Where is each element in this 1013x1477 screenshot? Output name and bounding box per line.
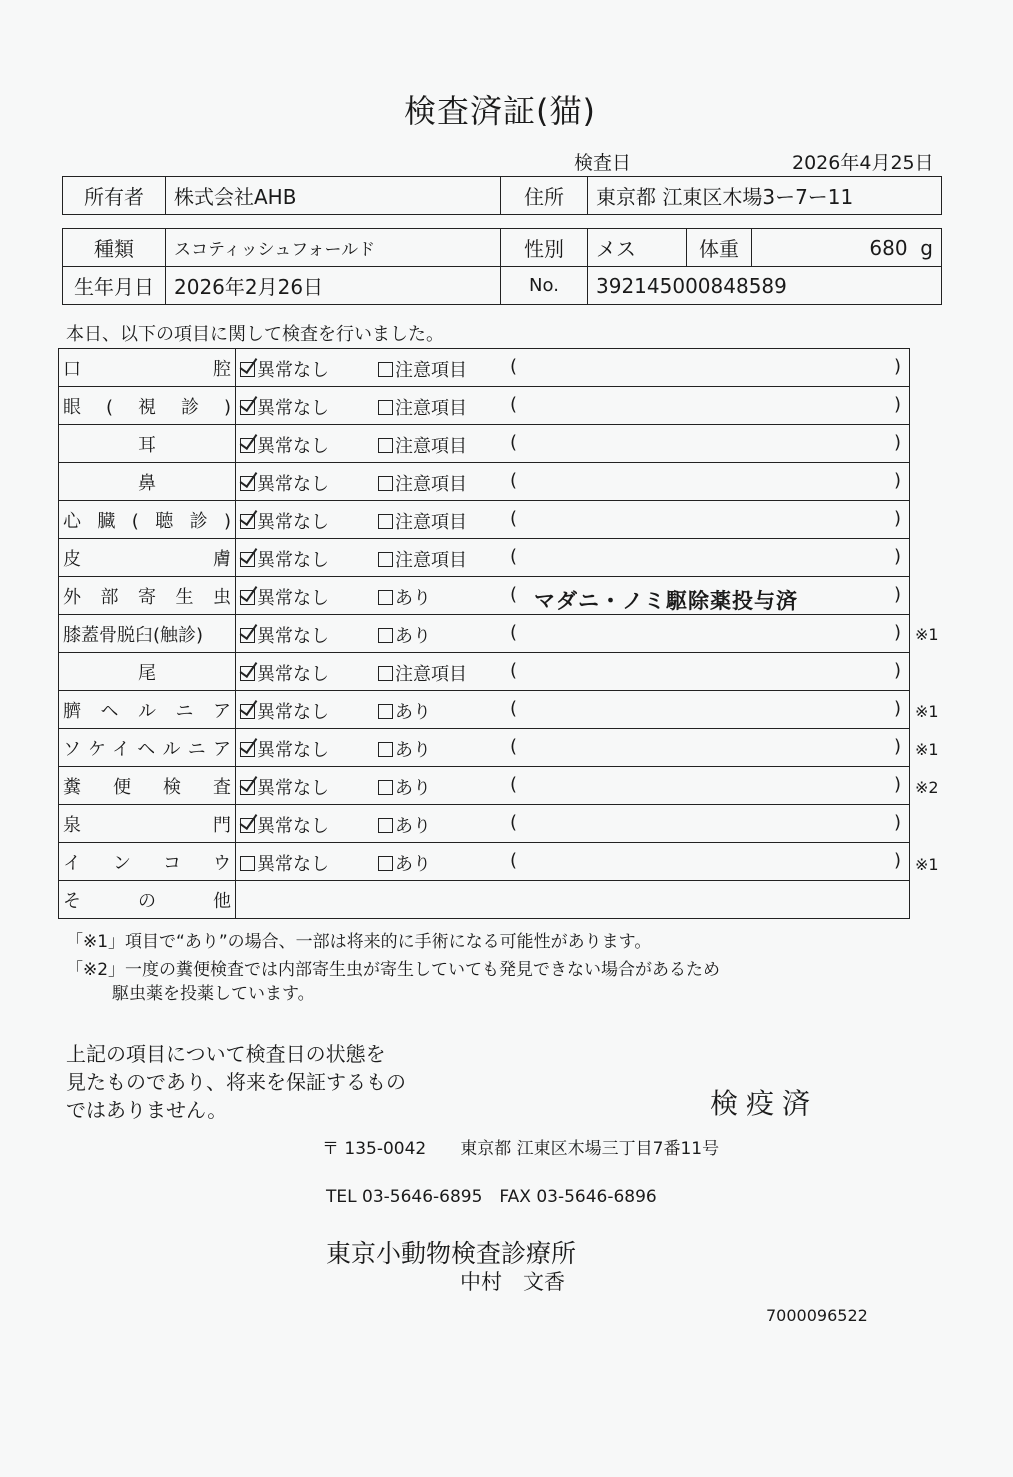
exam-item-label: 臍ヘルニア (63, 700, 231, 722)
exam-item-name (59, 577, 236, 615)
exam-item-name (59, 539, 236, 577)
normal-option-label: 異常なし (257, 854, 329, 875)
attention-checkbox[interactable] (378, 666, 393, 681)
attention-checkbox[interactable] (378, 438, 393, 453)
paren-close: ) (893, 812, 901, 833)
clinic-phone: TEL 03-5646-6895 FAX 03-5646-6896 (326, 1187, 657, 1207)
birth-value: 2026年2月26日 (166, 267, 501, 305)
attention-option[interactable] (378, 698, 431, 724)
paren-close: ) (893, 356, 901, 377)
normal-checkbox[interactable] (240, 818, 255, 833)
attention-checkbox[interactable] (378, 476, 393, 491)
attention-option-label: 注意項目 (395, 664, 467, 685)
exam-item-label: 心臓(聴診) (63, 510, 231, 532)
intro-text: 本日、以下の項目に関して検査を行いました。 (66, 324, 444, 345)
exam-remark: ※2 (915, 778, 939, 798)
serial-number: 7000096522 (766, 1306, 868, 1325)
attention-option-label: 注意項目 (395, 398, 467, 419)
normal-option[interactable] (240, 812, 329, 838)
clinic-address: 〒 135-0042 東京都 江東区木場三丁目7番11号 (322, 1139, 720, 1159)
paren-close: ) (893, 698, 901, 719)
exam-item-options (236, 653, 910, 691)
exam-item-options (236, 691, 910, 729)
attention-option-label: あり (395, 626, 431, 647)
exam-remark: ※1 (915, 701, 939, 721)
disclaimer-line-2: 見たものであり、将来を保証するもの (66, 1070, 406, 1094)
exam-row (59, 577, 910, 615)
normal-checkbox[interactable] (240, 780, 255, 795)
owner-value: 株式会社AHB (166, 177, 501, 215)
exam-row (59, 539, 910, 577)
exam-row (59, 463, 910, 501)
quarantine-stamp: 検疫済 (710, 1087, 819, 1120)
normal-option[interactable] (240, 394, 329, 420)
exam-remark: ※1 (915, 854, 939, 874)
exam-item-name (59, 805, 236, 843)
normal-checkbox[interactable] (240, 666, 255, 681)
normal-checkbox[interactable] (240, 476, 255, 491)
exam-item-label: 外部寄生虫 (63, 586, 231, 608)
exam-item-label: インコウ (63, 852, 231, 874)
exam-item-options (236, 349, 910, 387)
normal-checkbox[interactable] (240, 742, 255, 757)
attention-option-label: 注意項目 (395, 512, 467, 533)
exam-item-options (236, 425, 910, 463)
attention-checkbox[interactable] (378, 818, 393, 833)
paren-close: ) (893, 736, 901, 757)
exam-item-name (59, 767, 236, 805)
disclaimer-line-1: 上記の項目について検査日の状態を (66, 1042, 386, 1066)
clinic-name: 東京小動物検査診療所 (326, 1239, 577, 1268)
animal-table (62, 228, 942, 305)
exam-item-label: 皮 膚 (63, 548, 231, 570)
sex-value: メス (588, 229, 687, 267)
weight-cell (752, 229, 942, 267)
exam-item-label: 尾 (138, 662, 156, 684)
exam-item-options (236, 577, 910, 615)
attention-option[interactable] (378, 850, 431, 876)
normal-option-label: 異常なし (257, 626, 329, 647)
weight-value: 680 (869, 235, 908, 260)
paren-open: ( (510, 850, 518, 871)
exam-item-name (59, 463, 236, 501)
attention-checkbox[interactable] (378, 590, 393, 605)
normal-option-label: 異常なし (257, 740, 329, 761)
normal-checkbox[interactable] (240, 400, 255, 415)
exam-item-label: 泉 門 (63, 814, 231, 836)
normal-option[interactable] (240, 850, 329, 876)
attention-option[interactable] (378, 622, 431, 648)
exam-row (59, 691, 910, 729)
exam-table (58, 348, 910, 919)
exam-item-options (236, 387, 910, 425)
attention-option[interactable] (378, 736, 431, 762)
paren-open: ( (510, 774, 518, 795)
attention-option[interactable] (378, 508, 467, 534)
paren-open: ( (510, 660, 518, 681)
normal-option-label: 異常なし (257, 512, 329, 533)
owner-table (62, 176, 942, 215)
footnote-2a: 「※2」一度の糞便検査では内部寄生虫が寄生していても発見できない場合があるため (66, 960, 721, 980)
exam-item-label: 糞便検査 (63, 776, 231, 798)
no-value: 392145000848589 (588, 267, 942, 305)
exam-remark: ※1 (915, 740, 939, 759)
attention-checkbox[interactable] (378, 856, 393, 871)
normal-checkbox[interactable] (240, 552, 255, 567)
other-label: その他 (63, 890, 231, 912)
exam-item-name (59, 653, 236, 691)
exam-row (59, 387, 910, 425)
attention-option-label: 注意項目 (395, 474, 467, 495)
attention-option[interactable] (378, 470, 467, 496)
paren-open: ( (510, 584, 518, 605)
vet-name: 中村 文香 (460, 1270, 565, 1294)
exam-item-options (236, 615, 910, 653)
exam-item-label: 眼(視診) (63, 396, 231, 418)
attention-option-label: 注意項目 (395, 550, 467, 571)
exam-note: マダニ・ノミ駆除薬投与済 (534, 589, 798, 613)
paren-close: ) (893, 394, 901, 415)
paren-close: ) (893, 774, 901, 795)
attention-option[interactable] (378, 546, 467, 572)
exam-item-name (59, 729, 236, 767)
attention-option-label: 注意項目 (395, 360, 467, 381)
attention-checkbox[interactable] (378, 780, 393, 795)
exam-item-options (236, 729, 910, 767)
attention-option[interactable] (378, 812, 431, 838)
normal-option[interactable] (240, 698, 329, 724)
attention-option-label: 注意項目 (395, 436, 467, 457)
normal-option[interactable] (240, 356, 329, 382)
normal-option[interactable] (240, 774, 329, 800)
other-label-cell (59, 881, 236, 919)
attention-option-label: あり (395, 816, 431, 837)
normal-option-label: 異常なし (257, 778, 329, 799)
breed-value: スコティッシュフォールド (166, 229, 501, 267)
normal-option-label: 異常なし (257, 474, 329, 495)
normal-checkbox[interactable] (240, 362, 255, 377)
exam-row (59, 349, 910, 387)
exam-item-options (236, 501, 910, 539)
paren-close: ) (893, 432, 901, 453)
normal-checkbox[interactable] (240, 704, 255, 719)
attention-checkbox[interactable] (378, 400, 393, 415)
exam-item-label: 鼻 (138, 472, 156, 494)
normal-option-label: 異常なし (257, 550, 329, 571)
footnote-2b: 駆虫薬を投薬しています。 (112, 984, 315, 1004)
normal-option[interactable] (240, 508, 329, 534)
paren-open: ( (510, 622, 518, 643)
normal-option[interactable] (240, 736, 329, 762)
exam-item-options (236, 463, 910, 501)
normal-option-label: 異常なし (257, 702, 329, 723)
normal-option-label: 異常なし (257, 588, 329, 609)
normal-option-label: 異常なし (257, 360, 329, 381)
exam-item-options (236, 539, 910, 577)
exam-item-name (59, 501, 236, 539)
paren-close: ) (893, 508, 901, 529)
attention-option-label: あり (395, 740, 431, 761)
disclaimer-line-3: ではありません。 (66, 1098, 228, 1122)
exam-date: 2026年4月25日 (792, 152, 934, 174)
exam-item-name (59, 843, 236, 881)
weight-label: 体重 (687, 229, 752, 267)
exam-remark: ※1 (915, 625, 939, 645)
paren-close: ) (893, 584, 901, 605)
exam-item-label: 口 腔 (63, 358, 231, 380)
exam-item-options (236, 843, 910, 881)
exam-item-options (236, 767, 910, 805)
normal-option[interactable] (240, 470, 329, 496)
footnote-1: 「※1」項目で“あり”の場合、一部は将来的に手術になる可能性があります。 (66, 932, 652, 952)
exam-row (59, 729, 910, 767)
paren-open: ( (510, 698, 518, 719)
exam-item-name (59, 691, 236, 729)
exam-row (59, 805, 910, 843)
exam-row (59, 425, 910, 463)
document-title: 検査済証(猫) (404, 92, 596, 130)
paren-close: ) (893, 850, 901, 871)
attention-option[interactable] (378, 356, 467, 382)
attention-checkbox[interactable] (378, 514, 393, 529)
paren-open: ( (510, 508, 518, 529)
exam-item-label: 膝蓋骨脱臼(触診) (63, 624, 204, 646)
exam-item-options (236, 805, 910, 843)
paren-open: ( (510, 470, 518, 491)
attention-option-label: あり (395, 588, 431, 609)
attention-option[interactable] (378, 774, 431, 800)
paren-open: ( (510, 432, 518, 453)
breed-label: 種類 (63, 229, 166, 267)
normal-checkbox[interactable] (240, 514, 255, 529)
exam-date-label: 検査日 (574, 152, 632, 174)
normal-option-label: 異常なし (257, 664, 329, 685)
normal-option-label: 異常なし (257, 398, 329, 419)
exam-item-label: 耳 (138, 434, 156, 456)
normal-checkbox[interactable] (240, 628, 255, 643)
normal-option[interactable] (240, 660, 329, 686)
attention-checkbox[interactable] (378, 742, 393, 757)
paren-open: ( (510, 356, 518, 377)
normal-option[interactable] (240, 546, 329, 572)
address-label: 住所 (501, 177, 588, 215)
normal-option-label: 異常なし (257, 436, 329, 457)
normal-option[interactable] (240, 584, 329, 610)
exam-item-name (59, 349, 236, 387)
paren-close: ) (893, 660, 901, 681)
exam-row (59, 501, 910, 539)
other-value (236, 881, 910, 919)
normal-checkbox[interactable] (240, 856, 255, 871)
exam-item-label: ソケイヘルニア (63, 738, 231, 760)
paren-close: ) (893, 622, 901, 643)
exam-row-other (59, 881, 910, 919)
attention-option[interactable] (378, 660, 467, 686)
disclaimer (66, 1040, 406, 1124)
attention-option[interactable] (378, 584, 431, 610)
attention-option-label: あり (395, 854, 431, 875)
exam-item-name (59, 615, 236, 653)
paren-open: ( (510, 736, 518, 757)
attention-option[interactable] (378, 432, 467, 458)
attention-option-label: あり (395, 778, 431, 799)
paren-close: ) (893, 470, 901, 491)
paren-open: ( (510, 812, 518, 833)
attention-checkbox[interactable] (378, 704, 393, 719)
sex-label: 性別 (501, 229, 588, 267)
paren-open: ( (510, 394, 518, 415)
normal-option-label: 異常なし (257, 816, 329, 837)
exam-item-name (59, 387, 236, 425)
normal-checkbox[interactable] (240, 590, 255, 605)
no-label: No. (501, 267, 588, 305)
attention-checkbox[interactable] (378, 362, 393, 377)
address-value: 東京都 江東区木場3ー7ー11 (588, 177, 942, 215)
exam-item-name (59, 425, 236, 463)
attention-checkbox[interactable] (378, 552, 393, 567)
exam-row (59, 843, 910, 881)
normal-option[interactable] (240, 622, 329, 648)
paren-open: ( (510, 546, 518, 567)
exam-row (59, 615, 910, 653)
exam-row (59, 653, 910, 691)
owner-label: 所有者 (63, 177, 166, 215)
paren-close: ) (893, 546, 901, 567)
attention-checkbox[interactable] (378, 628, 393, 643)
attention-option-label: あり (395, 702, 431, 723)
exam-row (59, 767, 910, 805)
birth-label: 生年月日 (63, 267, 166, 305)
attention-option[interactable] (378, 394, 467, 420)
normal-option[interactable] (240, 432, 329, 458)
weight-unit: g (920, 235, 933, 260)
normal-checkbox[interactable] (240, 438, 255, 453)
